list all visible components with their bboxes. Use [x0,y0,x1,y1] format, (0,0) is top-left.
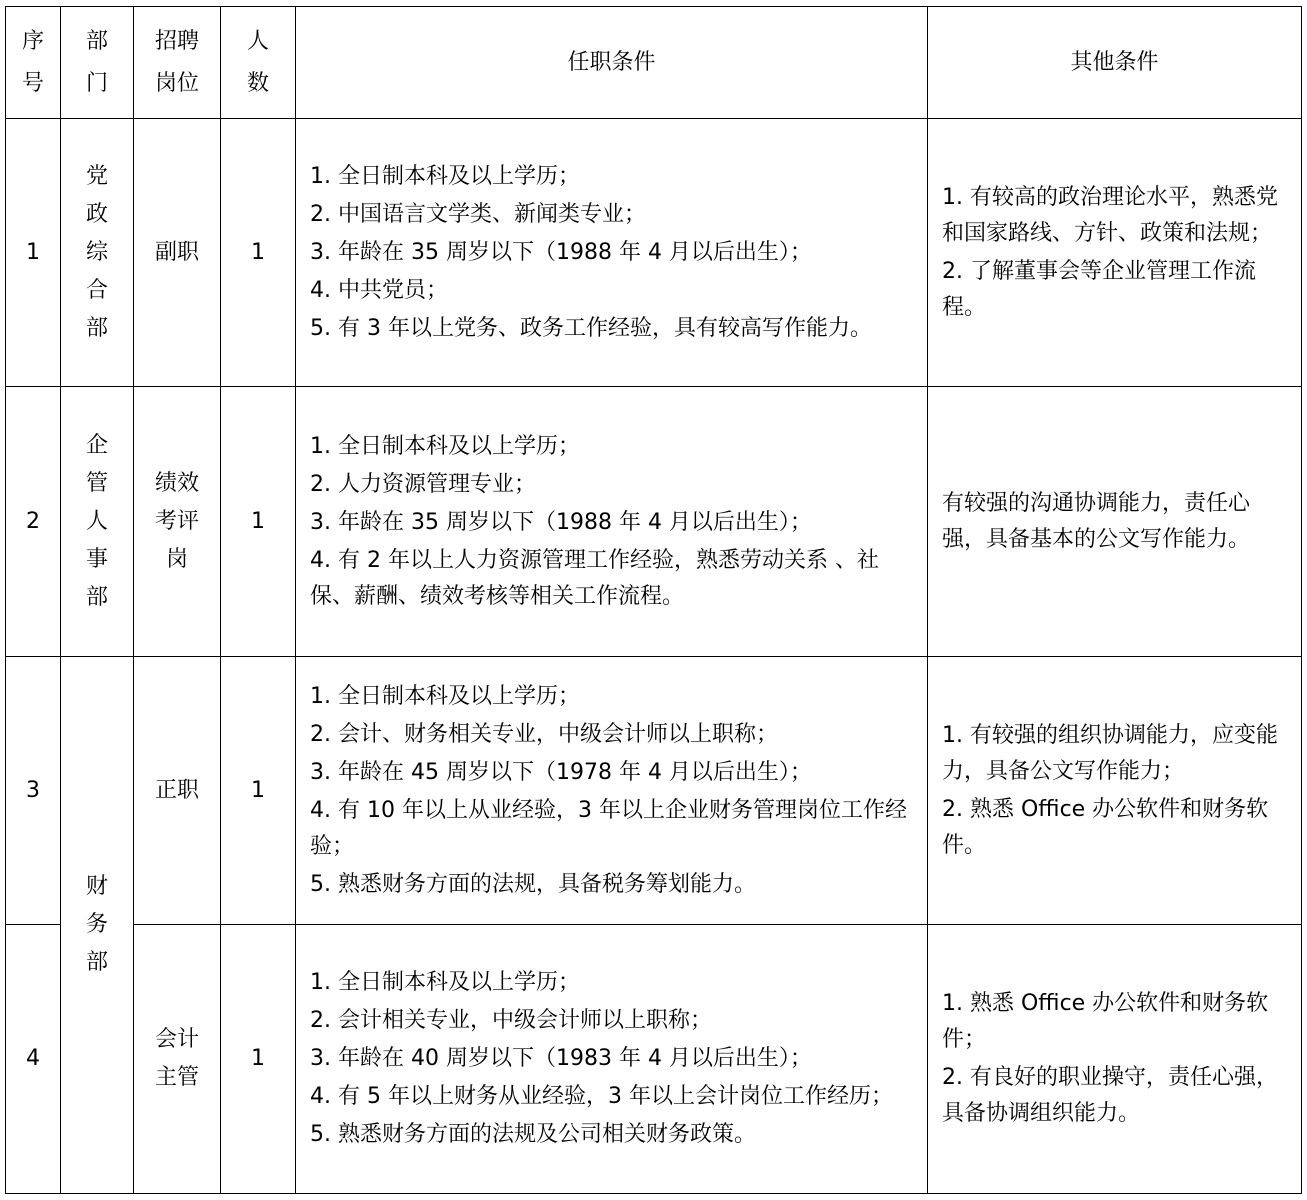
other-item: 1. 有较高的政治理论水平，熟悉党和国家路线、方针、政策和法规； [942,184,1278,246]
other-item: 有较强的沟通协调能力，责任心强，具备基本的公文写作能力。 [942,490,1251,552]
requirement-item: 3. 年龄在 40 周岁以下（1983 年 4 月以后出生）； [310,1046,812,1071]
requirement-item: 3. 年龄在 35 周岁以下（1988 年 4 月以后出生）； [310,509,812,535]
requirement-item: 5. 熟悉财务方面的法规及公司相关财务政策。 [310,1122,756,1147]
recruitment-table [5,6,1302,1194]
requirement-item: 3. 年龄在 45 周岁以下（1978 年 4 月以后出生）； [310,759,812,785]
header-row [6,7,1302,119]
row-other [928,119,1302,387]
table-row [6,925,1302,1194]
row-count: 1 [221,387,296,657]
requirement-item: 4. 有 10 年以上从业经验，3 年以上企业财务管理岗位工作经验； [310,797,907,859]
row-count: 1 [221,119,296,387]
requirement-item: 1. 全日制本科及以上学历； [310,163,580,189]
row-position: 绩效 考评 岗 [134,387,221,657]
requirement-item: 5. 有 3 年以上党务、政务工作经验，具有较高写作能力。 [310,315,872,341]
row-dept: 党 政 综 合 部 [61,119,134,387]
other-item: 1. 有较强的组织协调能力，应变能力，具备公文写作能力； [942,722,1278,784]
requirement-item: 4. 有 5 年以上财务从业经验，3 年以上会计岗位工作经历； [310,1084,893,1109]
table-row [6,657,1302,925]
row-position: 副职 [134,119,221,387]
row-dept: 财 务 部 [61,657,134,1194]
table-row [6,119,1302,387]
other-item: 2. 了解董事会等企业管理工作流程。 [942,258,1256,320]
header-seq: 序 号 [6,7,61,119]
row-seq: 2 [6,387,61,657]
requirement-item: 5. 熟悉财务方面的法规，具备税务筹划能力。 [310,871,756,897]
row-requirements [296,387,928,657]
table-row [6,387,1302,657]
requirement-item: 1. 全日制本科及以上学历； [310,683,580,709]
other-item: 2. 有良好的职业操守，责任心强，具备协调组织能力。 [942,1065,1278,1126]
header-count: 人 数 [221,7,296,119]
other-item: 1. 熟悉 Office 办公软件和财务软件； [942,991,1269,1052]
row-seq: 1 [6,119,61,387]
row-requirements [296,925,928,1194]
row-seq: 4 [6,925,61,1194]
row-dept: 企 管 人 事 部 [61,387,134,657]
row-seq: 3 [6,657,61,925]
row-other [928,657,1302,925]
requirement-item: 1. 全日制本科及以上学历； [310,433,580,459]
row-other [928,925,1302,1194]
row-other [928,387,1302,657]
requirement-item: 4. 有 2 年以上人力资源管理工作经验，熟悉劳动关系 、社保、薪酬、绩效考核等相关工作流程。 [310,547,879,609]
requirement-item: 3. 年龄在 35 周岁以下（1988 年 4 月以后出生）； [310,239,812,265]
requirement-item: 4. 中共党员； [310,277,448,303]
header-requirements: 任职条件 [296,7,928,119]
header-position: 招聘 岗位 [134,7,221,119]
requirement-item: 1. 全日制本科及以上学历； [310,970,580,995]
requirement-item: 2. 会计相关专业，中级会计师以上职称； [310,1008,712,1033]
requirement-item: 2. 中国语言文学类、新闻类专业； [310,201,646,227]
other-item: 2. 熟悉 Office 办公软件和财务软件。 [942,796,1269,858]
row-count: 1 [221,925,296,1194]
row-position: 正职 [134,657,221,925]
requirement-item: 2. 人力资源管理专业； [310,471,536,497]
row-position: 会计 主管 [134,925,221,1194]
header-dept: 部 门 [61,7,134,119]
row-count: 1 [221,657,296,925]
requirement-item: 2. 会计、财务相关专业，中级会计师以上职称； [310,721,778,747]
row-requirements [296,119,928,387]
header-other: 其他条件 [928,7,1302,119]
row-requirements [296,657,928,925]
